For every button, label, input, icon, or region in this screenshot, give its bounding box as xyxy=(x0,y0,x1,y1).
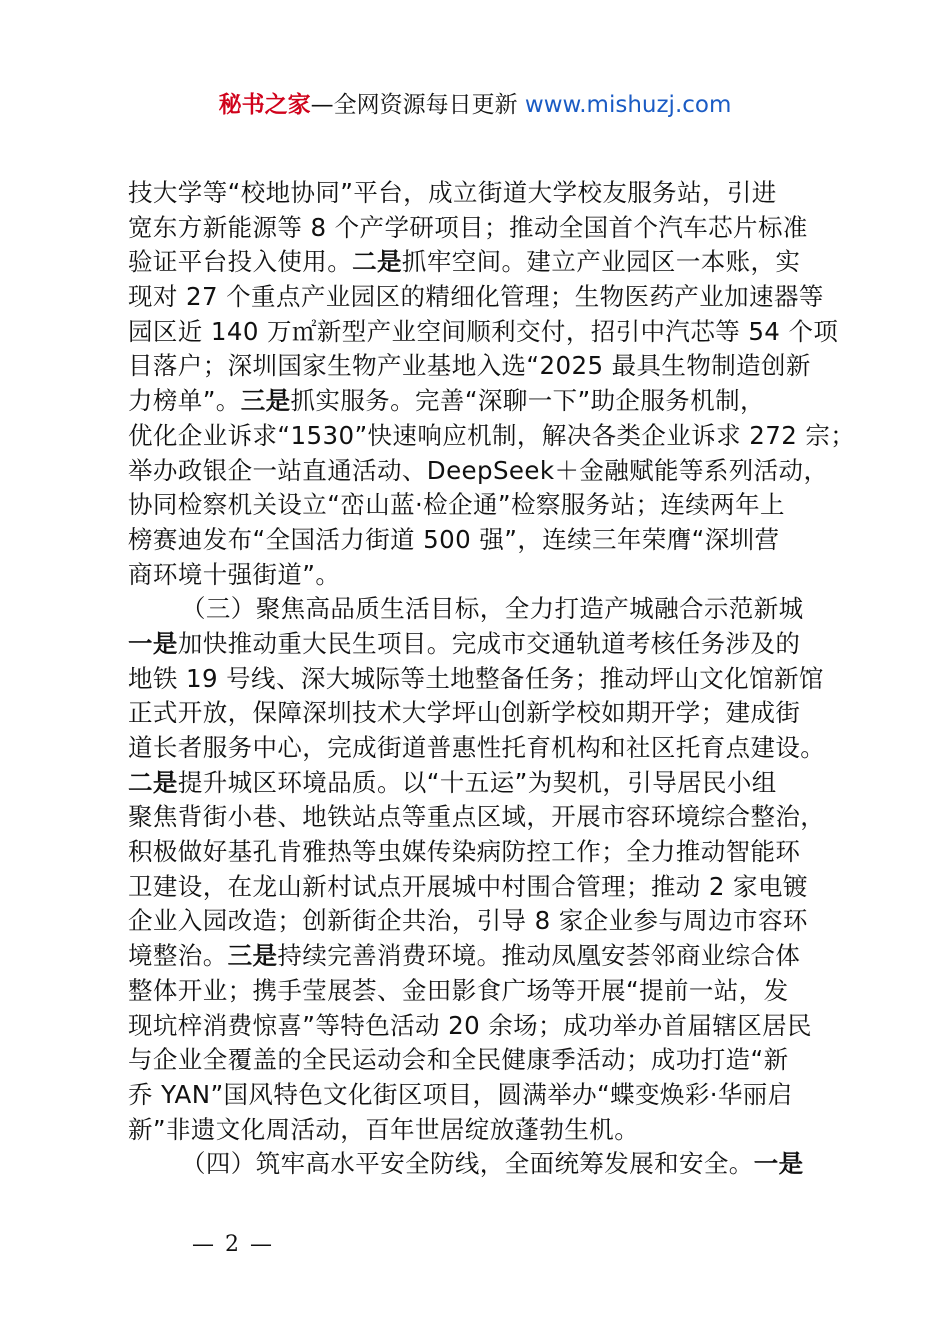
text-line xyxy=(128,974,858,1009)
text-line xyxy=(128,800,858,835)
line-text-lead: 境整治。 xyxy=(128,941,228,971)
text-line xyxy=(128,1078,858,1113)
line-text: 积极做好基孔肯雅热等虫媒传染病防控工作；全力推动智能环 xyxy=(128,837,801,867)
page-number: — 2 — xyxy=(192,1232,274,1257)
text-line xyxy=(128,592,858,627)
text-line xyxy=(128,870,858,905)
text-line xyxy=(128,1113,858,1148)
line-text: （四）筑牢高水平安全防线，全面统筹发展和安全。 xyxy=(181,1149,754,1179)
line-text: 现坑梓消费惊喜”等特色活动 20 余场；成功举办首届辖区居民 xyxy=(128,1010,812,1040)
line-text: 道长者服务中心，完成街道普惠性托育机构和社区托育点建设。 xyxy=(128,733,826,762)
line-text-lead: 验证平台投入使用。 xyxy=(128,247,353,277)
line-text: 宽东方新能源等 8 个产学研项目；推动全国首个汽车芯片标准 xyxy=(128,212,808,242)
line-text: 举办政银企一站直通活动、DeepSeek＋金融赋能等系列活动， xyxy=(128,455,829,485)
header-tagline: —全网资源每日更新 xyxy=(310,92,525,118)
line-text: 企业入园改造；创新街企共治，引导 8 家企业参与周边市容环 xyxy=(128,906,808,936)
site-header xyxy=(0,88,950,122)
text-line xyxy=(128,558,858,593)
line-text: 优化企业诉求“1530”快速响应机制，解决各类企业诉求 272 宗； xyxy=(128,420,856,450)
line-text: 商环境十强街道”。 xyxy=(128,559,341,589)
text-line xyxy=(128,904,858,939)
text-line xyxy=(128,939,858,974)
text-line xyxy=(128,419,858,454)
line-text: （三）聚焦高品质生活目标，全力打造产城融合示范新城 xyxy=(181,594,804,624)
text-line xyxy=(128,835,858,870)
line-text: 提升城区环境品质。以“十五运”为契机，引导居民小组 xyxy=(177,767,777,797)
bold-marker: 一是 xyxy=(128,628,178,658)
text-line xyxy=(128,731,858,766)
document-body xyxy=(128,176,858,1182)
text-line xyxy=(128,1147,858,1182)
text-line xyxy=(128,176,858,211)
site-url[interactable]: www.mishuzj.com xyxy=(524,92,732,118)
text-line xyxy=(128,315,858,350)
brand-name: 秘书之家 xyxy=(218,92,311,118)
text-line xyxy=(128,349,858,384)
text-line xyxy=(128,488,858,523)
text-line xyxy=(128,1009,858,1044)
line-text: 新”非遗文化周活动，百年世居绽放蓬勃生机。 xyxy=(128,1114,640,1144)
line-text: 抓牢空间。建立产业园区一本账，实 xyxy=(401,247,801,277)
bold-marker: 二是 xyxy=(352,247,402,277)
line-text: 技大学等“校地协同”平台，成立街道大学校友服务站，引进 xyxy=(128,178,777,207)
text-line xyxy=(128,384,858,419)
text-line xyxy=(128,662,858,697)
text-line xyxy=(128,245,858,280)
line-text: 榜赛迪发布“全国活力街道 500 强”，连续三年荣膺“深圳营 xyxy=(128,524,780,554)
line-text: 持续完善消费环境。推动凤凰安荟邻商业综合体 xyxy=(277,941,801,971)
text-line xyxy=(128,627,858,662)
text-line xyxy=(128,454,858,489)
text-line xyxy=(128,766,858,801)
bold-marker: 二是 xyxy=(128,767,178,797)
line-text: 整体开业；携手莹展荟、金田影食广场等开展“提前一站，发 xyxy=(128,975,789,1005)
line-text-lead: 力榜单”。 xyxy=(128,386,241,416)
line-text: 聚焦背街小巷、地铁站点等重点区域，开展市容环境综合整治， xyxy=(128,802,826,832)
line-text: 现对 27 个重点产业园区的精细化管理；生物医药产业加速器等 xyxy=(128,282,824,312)
line-text: 协同检察机关设立“峦山蓝·检企通”检察服务站；连续两年上 xyxy=(128,490,785,520)
line-text: 乔 YAN”国风特色文化街区项目，圆满举办“蝶变焕彩·华丽启 xyxy=(128,1079,793,1109)
line-text: 目落户；深圳国家生物产业基地入选“2025 最具生物制造创新 xyxy=(128,351,811,381)
line-text: 正式开放，保障深圳技术大学坪山创新学校如期开学；建成街 xyxy=(128,698,801,728)
text-line xyxy=(128,280,858,315)
line-text: 卫建设，在龙山新村试点开展城中村围合管理；推动 2 家电镀 xyxy=(128,871,808,901)
text-line xyxy=(128,211,858,246)
text-line xyxy=(128,523,858,558)
bold-marker: 一是 xyxy=(753,1149,804,1179)
line-text: 与企业全覆盖的全民运动会和全民健康季活动；成功打造“新 xyxy=(128,1045,789,1075)
bold-marker: 三是 xyxy=(227,941,278,971)
text-line xyxy=(128,1043,858,1078)
line-text: 园区近 140 万㎡新型产业空间顺利交付，招引中汽芯等 54 个项 xyxy=(128,316,839,346)
line-text: 抓实服务。完善“深聊一下”助企服务机制， xyxy=(290,386,765,416)
line-text: 加快推动重大民生项目。完成市交通轨道考核任务涉及的 xyxy=(177,628,801,658)
bold-marker: 三是 xyxy=(240,386,291,416)
text-line xyxy=(128,696,858,731)
line-text: 地铁 19 号线、深大城际等土地整备任务；推动坪山文化馆新馆 xyxy=(128,663,824,693)
